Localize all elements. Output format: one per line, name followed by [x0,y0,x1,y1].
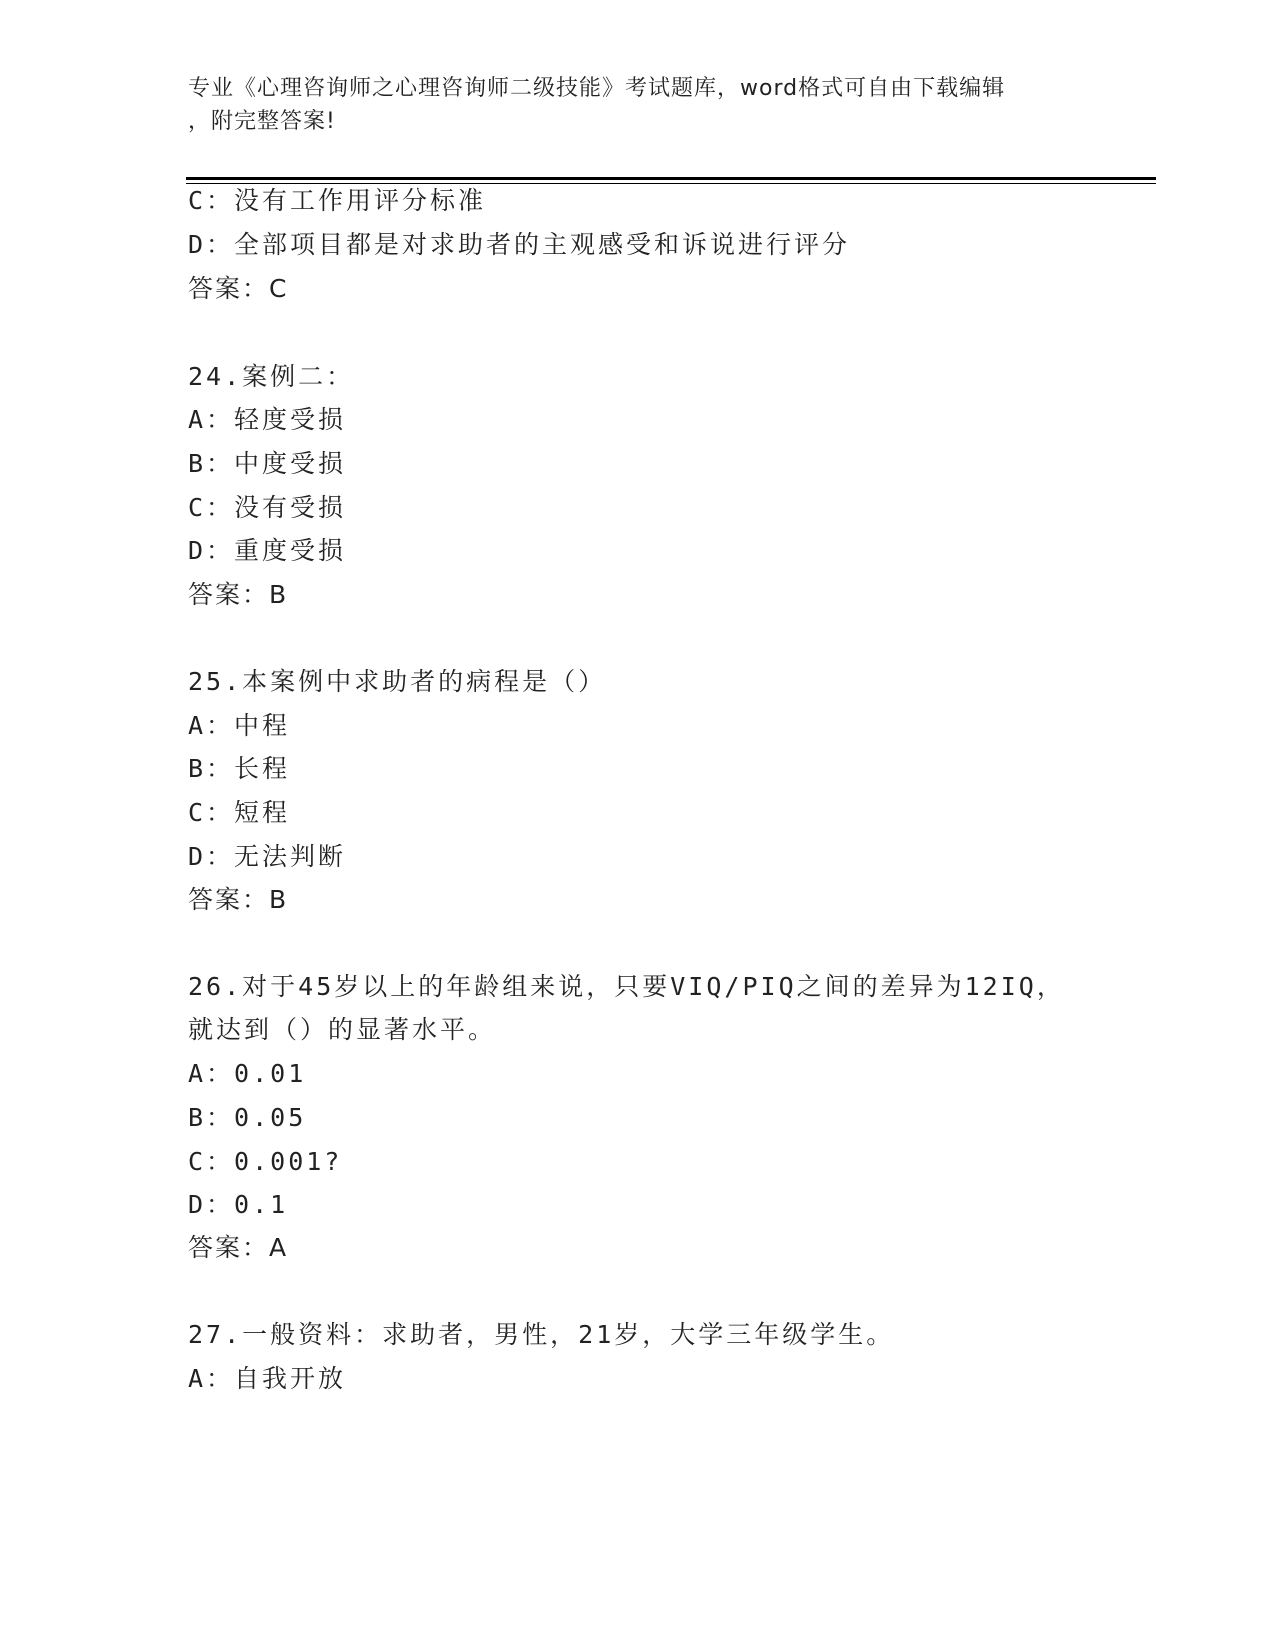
q26-option-a: A：0.01 [188,1059,307,1088]
q25-option-a: A：中程 [188,711,291,740]
q25-option-b: B：长程 [188,754,291,783]
q23-option-d: D：全部项目都是对求助者的主观感受和诉说进行评分 [188,230,851,259]
header-divider-thick [186,177,1156,180]
header-divider-thin [186,183,1156,184]
q26-stem-line2: 就达到（）的显著水平。 [188,1015,497,1044]
q27-stem: 27.一般资料：求助者，男性，21岁，大学三年级学生。 [188,1320,895,1349]
q23-answer: 答案：C [188,274,289,303]
q26-option-b: B：0.05 [188,1103,307,1132]
q26-stem-line1: 26.对于45岁以上的年龄组来说，只要VIQ/PIQ之间的差异为12IQ， [188,972,1065,1001]
header-subtitle-line: ，附完整答案! [188,109,336,134]
document-header [188,72,1088,138]
q27-option-a: A：自我开放 [188,1364,347,1393]
q24-option-a: A：轻度受损 [188,405,347,434]
q26-answer: 答案：A [188,1233,289,1262]
q25-option-c: C：短程 [188,798,291,827]
q25-answer: 答案：B [188,885,289,914]
q25-option-d: D：无法判断 [188,842,347,871]
q24-option-c: C：没有受损 [188,493,347,522]
q23-option-c: C：没有工作用评分标准 [188,186,487,215]
q24-option-d: D：重度受损 [188,536,347,565]
q24-stem: 24.案例二： [188,362,355,391]
q26-option-c: C：0.001? [188,1147,343,1176]
header-title-line: 专业《心理咨询师之心理咨询师二级技能》考试题库，word格式可自由下载编辑 [188,76,1006,101]
q26-option-d: D：0.1 [188,1190,289,1219]
q24-option-b: B：中度受损 [188,449,347,478]
q25-stem: 25.本案例中求助者的病程是（） [188,667,607,696]
q24-answer: 答案：B [188,580,289,609]
